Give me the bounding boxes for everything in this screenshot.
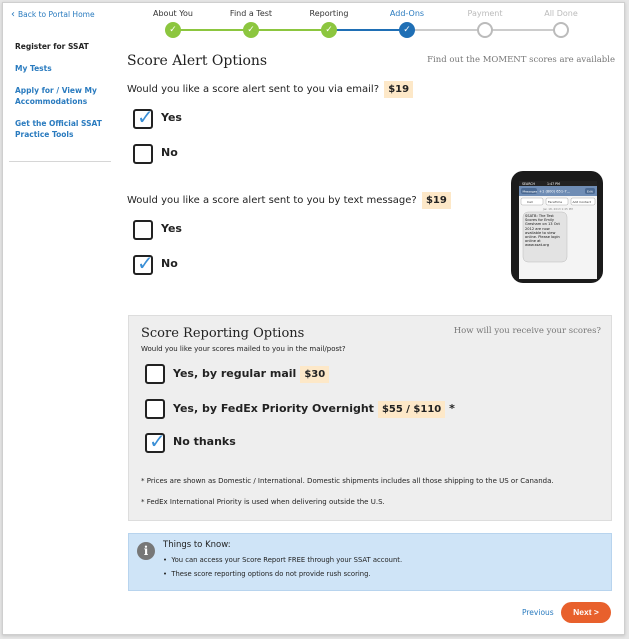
text-question [127,192,451,209]
things-to-know-item: • You can access your Score Report FREE through your SSAT account. [163,556,403,564]
checkmark-icon: ✓ [247,25,255,35]
previous-link[interactable]: Previous [522,608,554,617]
checkmark-icon: ✓ [325,25,333,35]
things-to-know-box [128,533,612,591]
checkmark-icon: ✓ [149,429,166,453]
sidebar-item-accommodations[interactable]: Apply for / View My Accommodations [15,86,97,106]
checkmark-icon: ✓ [403,25,411,35]
footnote-fedex: * FedEx International Priority is used when delivering outside the U.S. [141,498,385,506]
fedex-checkbox[interactable] [145,399,165,419]
sidebar-item-register[interactable]: Register for SSAT [15,42,89,51]
fedex-text: Yes, by FedEx Priority Overnight [173,402,374,415]
things-to-know-item: • These score reporting options do not provide rush scoring. [163,570,371,578]
email-no-checkbox[interactable] [133,144,153,164]
regular-mail-price: $30 [300,366,329,383]
progress-line-current [329,29,409,31]
no-thanks-label[interactable]: No thanks [173,435,236,448]
phone-time: 1:47 PM [547,182,560,186]
step-dot-about-you[interactable] [165,22,181,38]
regular-mail-label[interactable] [173,366,329,383]
fedex-label[interactable] [173,401,455,418]
email-question [127,81,413,98]
chevron-left-icon: ‹ [11,9,15,20]
text-no-checkbox[interactable] [133,251,154,275]
step-dot-all-done [553,22,569,38]
email-yes-label[interactable]: Yes [161,111,182,124]
text-question-text: Would you like a score alert sent to you by text message? [127,195,417,206]
back-link-label: Back to Portal Home [18,10,95,19]
sidebar-item-my-tests[interactable]: My Tests [15,64,52,73]
score-reporting-box [128,315,612,521]
checkmark-icon: ✓ [137,251,154,275]
things-to-know-title: Things to Know: [163,540,231,550]
score-reporting-note: How will you receive your scores? [453,326,601,336]
text-no-label[interactable]: No [161,257,178,270]
score-reporting-title: Score Reporting Options [141,326,305,341]
phone-add-contact: Add Contact [572,199,591,204]
checkmark-icon: ✓ [137,105,154,129]
phone-contact: +1 (800) 651-7… [539,189,571,194]
things-to-know-item-text: These score reporting options do not provide rush scoring. [171,570,371,578]
checkmark-icon: ✓ [169,25,177,35]
step-label-reporting: Reporting [309,9,349,18]
step-dot-reporting[interactable] [321,22,337,38]
footnote-prices: * Prices are shown as Domestic / International. Domestic shipments includes all those shipping to the US or Cananda. [141,477,554,485]
progress-tracker [125,3,605,41]
email-question-text: Would you like a score alert sent to you via email? [127,84,380,95]
score-alert-note: Find out the MOMENT scores are available [427,55,615,65]
phone-date: Jan 18, 2013 1:45 PM [543,207,573,211]
phone-edit: Edit [587,189,593,194]
fedex-price: $55 / $110 [378,401,445,418]
regular-mail-checkbox[interactable] [145,364,165,384]
back-to-portal-link[interactable] [11,9,95,20]
email-yes-checkbox[interactable] [133,105,154,129]
no-thanks-checkbox[interactable] [145,429,166,453]
next-button[interactable]: Next > [561,602,611,623]
sidebar [3,3,113,635]
things-to-know-item-text: You can access your Score Report FREE through your SSAT account. [171,556,403,564]
phone-facetime: FaceTime [548,199,563,204]
text-yes-label[interactable]: Yes [161,222,182,235]
phone-back: Messages [522,189,538,194]
score-alert-title: Score Alert Options [127,53,268,69]
sidebar-item-practice-tools[interactable]: Get the Official SSAT Practice Tools [15,119,102,139]
phone-call: Call [527,199,533,204]
phone-status: SEARCH [522,182,535,186]
text-yes-checkbox[interactable] [133,220,153,240]
sidebar-nav [15,41,109,151]
score-reporting-subtitle: Would you like your scores mailed to you in the mail/post? [141,345,346,353]
fedex-asterisk: * [449,402,455,415]
phone-message-bubble [524,213,566,261]
phone-message-text: SSATB: The Test Scores for Emily Gresham on 13 Oct 2012 are now available to view online. Please login online at www.ssat.org [525,214,560,248]
step-label-payment: Payment [467,9,503,18]
step-label-find-a-test: Find a Test [229,9,273,18]
step-dot-add-ons [399,22,415,38]
page-frame [2,2,625,635]
sidebar-divider [9,161,111,162]
step-label-about-you: About You [153,9,193,18]
regular-mail-text: Yes, by regular mail [173,367,297,380]
email-no-label[interactable]: No [161,146,178,159]
info-icon: i [137,542,155,560]
text-price: $19 [422,192,451,209]
step-label-all-done: All Done [544,9,578,18]
step-dot-payment [477,22,493,38]
step-dot-find-a-test[interactable] [243,22,259,38]
email-price: $19 [384,81,413,98]
step-label-add-ons: Add-Ons [389,9,425,18]
phone-sms-illustration [497,171,607,283]
